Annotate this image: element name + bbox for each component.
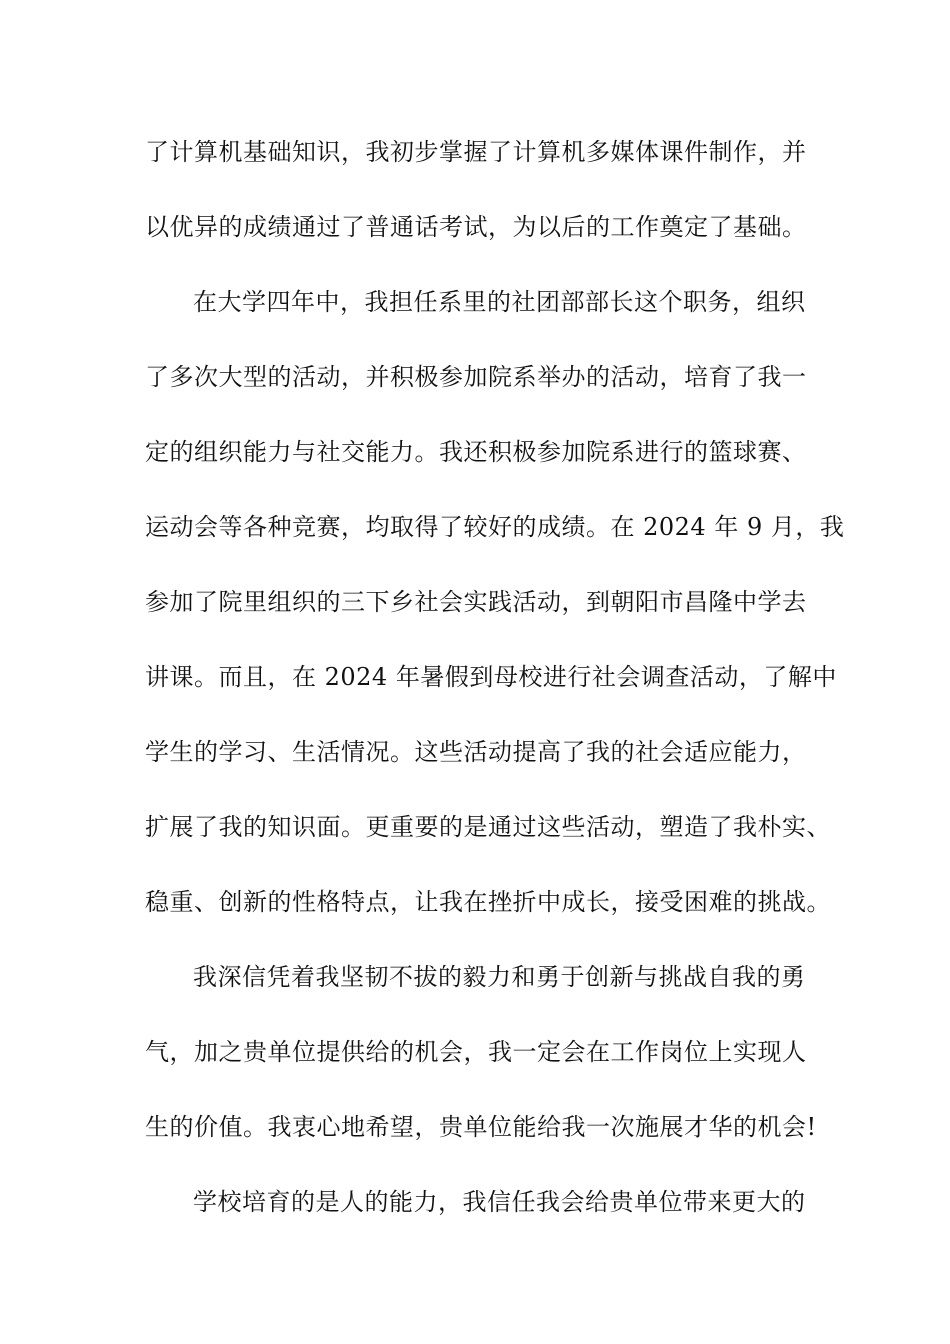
- paragraph-start-line: 在大学四年中，我担任系里的社团部部长这个职务，组织: [193, 288, 806, 316]
- paragraph-start-line: 学校培育的是人的能力，我信任我会给贵单位带来更大的: [193, 1188, 806, 1216]
- text-line: 生的价值。我衷心地希望，贵单位能给我一次施展才华的机会!: [145, 1113, 817, 1141]
- text-line: 学生的学习、生活情况。这些活动提高了我的社会适应能力，: [145, 738, 807, 766]
- text-line: 了多次大型的活动，并积极参加院系举办的活动，培育了我一: [145, 363, 807, 391]
- text-line: 气，加之贵单位提供给的机会，我一定会在工作岗位上实现人: [145, 1038, 807, 1066]
- text-line: 稳重、创新的性格特点，让我在挫折中成长，接受困难的挑战。: [145, 888, 831, 916]
- text-line: 定的组织能力与社交能力。我还积极参加院系进行的篮球赛、: [145, 438, 807, 466]
- text-line: 以优异的成绩通过了普通话考试，为以后的工作奠定了基础。: [145, 213, 807, 241]
- text-line: 参加了院里组织的三下乡社会实践活动，到朝阳市昌隆中学去: [145, 588, 807, 616]
- text-line: 扩展了我的知识面。更重要的是通过这些活动，塑造了我朴实、: [145, 813, 831, 841]
- text-line: 运动会等各种竞赛，均取得了较好的成绩。在 2024 年 9 月，我: [145, 513, 845, 541]
- text-line: 了计算机基础知识，我初步掌握了计算机多媒体课件制作，并: [145, 138, 807, 166]
- text-line: 讲课。而且，在 2024 年暑假到母校进行社会调查活动，了解中: [145, 663, 837, 691]
- paragraph-start-line: 我深信凭着我坚韧不拔的毅力和勇于创新与挑战自我的勇: [193, 963, 806, 991]
